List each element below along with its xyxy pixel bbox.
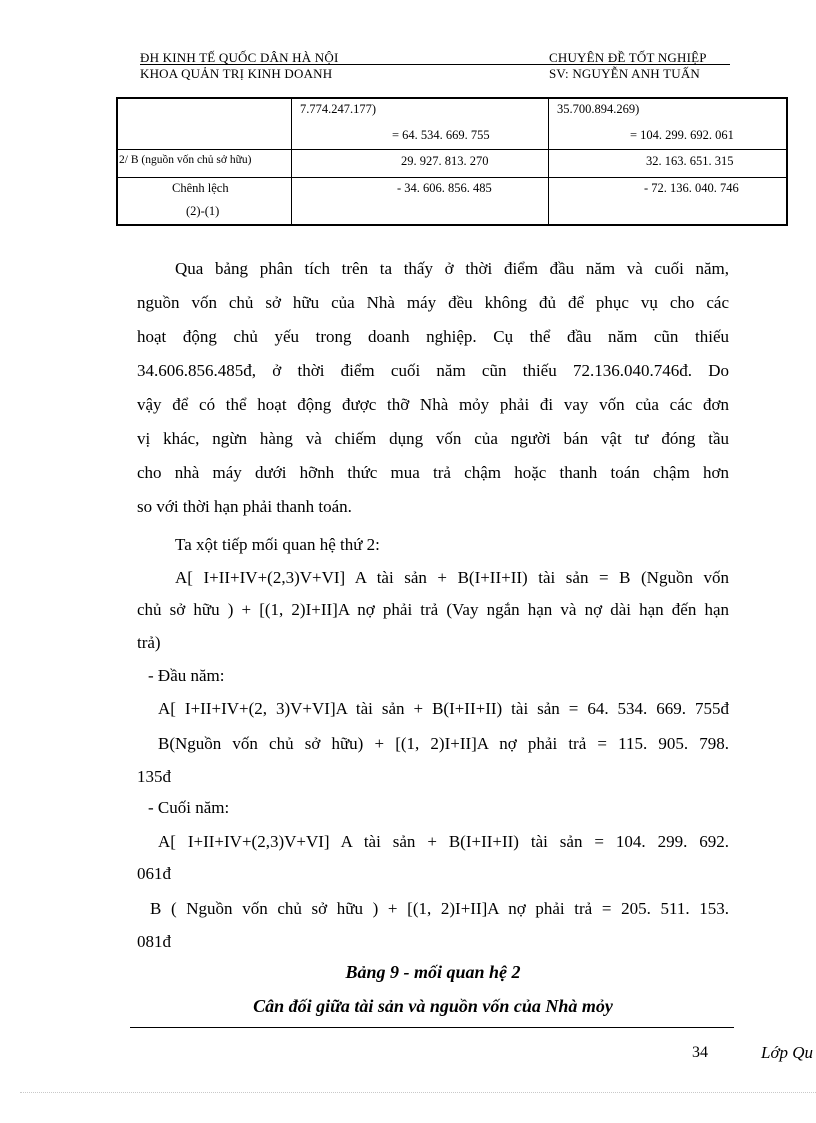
para1-line7: cho nhà máy dưới hỡnh thức mua trả chậm hoặc thanh toán chậm hơn (137, 463, 729, 482)
page-number: 34 (692, 1044, 708, 1061)
end-line4: 081đ (137, 932, 171, 951)
table-row3-col1: - 34. 606. 856. 485 (397, 181, 492, 195)
end-year-label: - Cuối năm: (148, 798, 230, 817)
header-right-line1: CHUYÊN ĐỀ TỐT NGHIỆP (549, 50, 707, 65)
relation-intro: Ta xột tiếp mối quan hệ thứ 2: (175, 535, 380, 554)
end-line1: A[ I+II+IV+(2,3)V+VI] A tài sản + B(I+II+II) tài sản = 104. 299. 692. (158, 832, 729, 851)
header-right-line2: SV: NGUYỄN ANH TUẤN (549, 66, 701, 81)
para1-line2: nguồn vốn chủ sở hữu của Nhà máy đều không đủ để phục vụ cho các (137, 293, 729, 312)
header-rule (140, 64, 730, 65)
start-line2: B(Nguồn vốn chủ sở hữu) + [(1, 2)I+II]A nợ phải trả = 115. 905. 798. (158, 734, 729, 753)
footer-rule (130, 1027, 734, 1028)
footer-class-text: Lớp Qu (761, 1043, 814, 1062)
table-row-divider-2 (116, 177, 788, 178)
table-row3-col2: - 72. 136. 040. 746 (644, 181, 739, 195)
para1-line3: hoạt động chủ yếu trong doanh nghiệp. Cụ thể đầu năm cũn thiếu (137, 327, 729, 346)
end-line3: B ( Nguồn vốn chủ sở hữu ) + [(1, 2)I+II]A nợ phải trả = 205. 511. 153. (150, 899, 729, 918)
formula-line3: trả) (137, 633, 161, 652)
para1-line5: vậy để có thể hoạt động được thỡ Nhà mỏy phải đi vay vốn của các đơn (137, 395, 729, 414)
table-row2-col1: 29. 927. 813. 270 (401, 154, 489, 168)
start-line3: 135đ (137, 767, 171, 786)
end-line2: 061đ (137, 864, 171, 883)
balance-table (116, 97, 788, 226)
para1-line4: 34.606.856.485đ, ở thời điểm cuối năm cũn thiếu 72.136.040.746đ. Do (137, 361, 729, 380)
caption-title: Bảng 9 - mối quan hệ 2 (345, 962, 521, 982)
header-left-line1: ĐH KINH TẾ QUỐC DÂN HÀ NỘI (140, 50, 339, 65)
caption-subtitle: Cân đối giữa tài sản và nguồn vốn của Nhà mỏy (253, 996, 613, 1016)
table-row1-col1-line2: = 64. 534. 669. 755 (392, 128, 490, 142)
table-col-divider-2 (548, 97, 549, 226)
table-row-divider-1 (116, 149, 788, 150)
table-row2-col2: 32. 163. 651. 315 (646, 154, 734, 168)
table-row3-label-line1: Chênh lệch (172, 181, 229, 195)
formula-line1: A[ I+II+IV+(2,3)V+VI] A tài sản + B(I+II+II) tài sản = B (Nguồn vốn (175, 568, 729, 587)
table-row1-col2-line1: 35.700.894.269) (557, 102, 640, 116)
para1-line1: Qua bảng phân tích trên ta thấy ở thời điểm đầu năm và cuối năm, (175, 259, 729, 278)
bottom-dotted-line (20, 1092, 816, 1093)
table-row3-label-line2: (2)-(1) (186, 204, 220, 218)
formula-line2: chủ sở hữu ) + [(1, 2)I+II]A nợ phải trả (Vay ngắn hạn và nợ dài hạn đến hạn (137, 600, 729, 619)
table-row1-col2-line2: = 104. 299. 692. 061 (630, 128, 734, 142)
start-line1: A[ I+II+IV+(2, 3)V+VI]A tài sản + B(I+II+II) tài sản = 64. 534. 669. 755đ (158, 699, 729, 718)
para1-line8: so với thời hạn phải thanh toán. (137, 497, 352, 516)
table-row1-col1-line1: 7.774.247.177) (300, 102, 377, 116)
para1-line6: vị khác, ngừn hàng và chiếm dụng vốn của người bán vật tư đóng tầu (137, 429, 729, 448)
header-left-line2: KHOA QUẢN TRỊ KINH DOANH (140, 66, 333, 81)
table-col-divider-1 (291, 97, 292, 226)
start-year-label: - Đầu năm: (148, 666, 225, 685)
table-row2-label: 2/ B (nguồn vốn chủ sở hữu) (119, 154, 252, 166)
